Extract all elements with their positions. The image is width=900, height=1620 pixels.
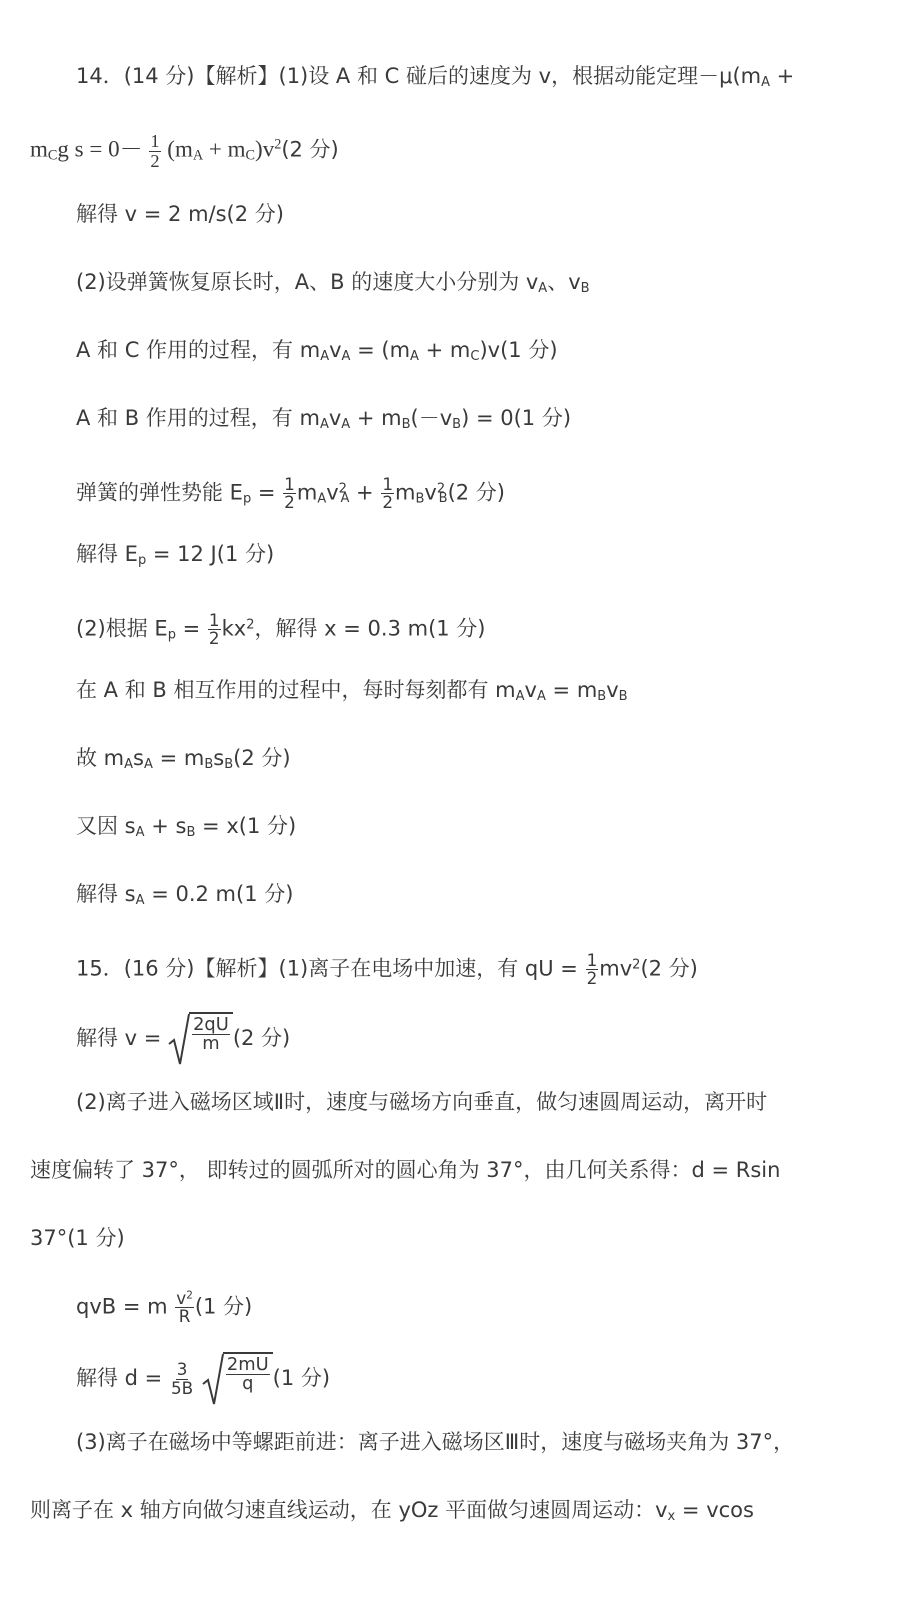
q14-line-3: 解得 v = 2 m/s(2 分): [76, 202, 284, 226]
q14-line-7: 弹簧的弹性势能 $E_p$ = $\frac{1}{2}$ $m_Av^2_A$ + $\frac{1}{2}$ $m_Bv^2_B(2$ 分): [76, 474, 505, 513]
q15-line-3: (2)离子进入磁场区域Ⅱ时，速度与磁场方向垂直，做匀速圆周运动，离开时: [76, 1090, 768, 1114]
fraction: $\frac{1}{2}$: [586, 950, 598, 989]
fraction: $\frac{3}{5B}$: [170, 1359, 194, 1398]
q15-line-8: (3)离子在磁场中等螺距前进：离子进入磁场区Ⅲ时，速度与磁场夹角为 37°，: [76, 1430, 795, 1454]
q15-line-2: 解得 v = $\frac{2qU}{m}$ (2 分): [76, 1012, 290, 1066]
fraction: $\frac{1}{2}$: [284, 474, 295, 513]
q15-line-6: qvB = m $\frac{v^2}{R}$ (1 分): [76, 1288, 253, 1327]
q14-line-2: $m_Cg$ s = 0－ $\frac{1}{2}$ $(m_A + m_C)v^2(2$ 分): [30, 131, 339, 171]
q14-line-12: 又因 $s_A + s_B = x(1$ 分): [76, 814, 297, 840]
fraction: $\frac{1}{2}$: [208, 610, 220, 649]
q14-line-6: A 和 B 作用的过程，有 $m_Av_A + m_B(-v_B) = 0(1$ 分): [76, 406, 572, 432]
q15-line-1: 15．(16 分)【解析】(1)离子在电场中加速，有 qU = $\frac{1}{2}$ $mv^2(2$ 分): [76, 950, 698, 989]
q14-line-8: 解得 $E_p = 12$ J(1 分): [76, 542, 275, 568]
sqrt: [202, 1352, 273, 1406]
q14-line-11: 故 $m_As_A = m_Bs_B(2$ 分): [76, 746, 291, 772]
fraction: $\frac{2mU}{q}$: [226, 1354, 269, 1395]
q15-line-5: 37°(1 分): [30, 1226, 125, 1250]
q14-line-1: 14．(14 分)【解析】(1)设 A 和 C 碰后的速度为 v，根据动能定理$-\mu(m_A$ +: [76, 64, 795, 90]
q14-line-5: A 和 C 作用的过程，有 $m_Av_A = (m_A + m_C)v(1$ 分): [76, 338, 558, 364]
q14-line-13: 解得 $s_A = 0.2$ m(1 分): [76, 882, 294, 908]
q15-line-7: 解得 d = $\frac{3}{5B}$ $\frac{2mU}{q}$ (1 分): [76, 1352, 330, 1406]
fraction: $\frac{2qU}{m}$: [193, 1014, 229, 1055]
q14-line-9: (2)根据 $E_p$ = $\frac{1}{2}$ $kx^2$，解得 x = 0.3 m(1 分): [76, 610, 486, 649]
q15-line-9: 则离子在 x 轴方向做匀速直线运动，在 yOz 平面做匀速圆周运动：$v_x = vcos$: [30, 1498, 754, 1524]
fraction: $\frac{1}{2}$: [382, 474, 393, 513]
fraction: $\frac{1}{2}$: [150, 131, 160, 171]
fraction: $\frac{v^2}{R}$: [176, 1288, 193, 1327]
sqrt: [168, 1012, 233, 1066]
q14-line-10: 在 A 和 B 相互作用的过程中，每时每刻都有 $m_Av_A = m_Bv_B$: [76, 678, 628, 704]
q15-line-4: 速度偏转了 37°， 即转过的圆弧所对的圆心角为 37°，由几何关系得：d = Rsin: [30, 1158, 781, 1182]
q14-line-4: (2)设弹簧恢复原长时，A、B 的速度大小分别为 $v_A$、$v_B$: [76, 270, 590, 296]
